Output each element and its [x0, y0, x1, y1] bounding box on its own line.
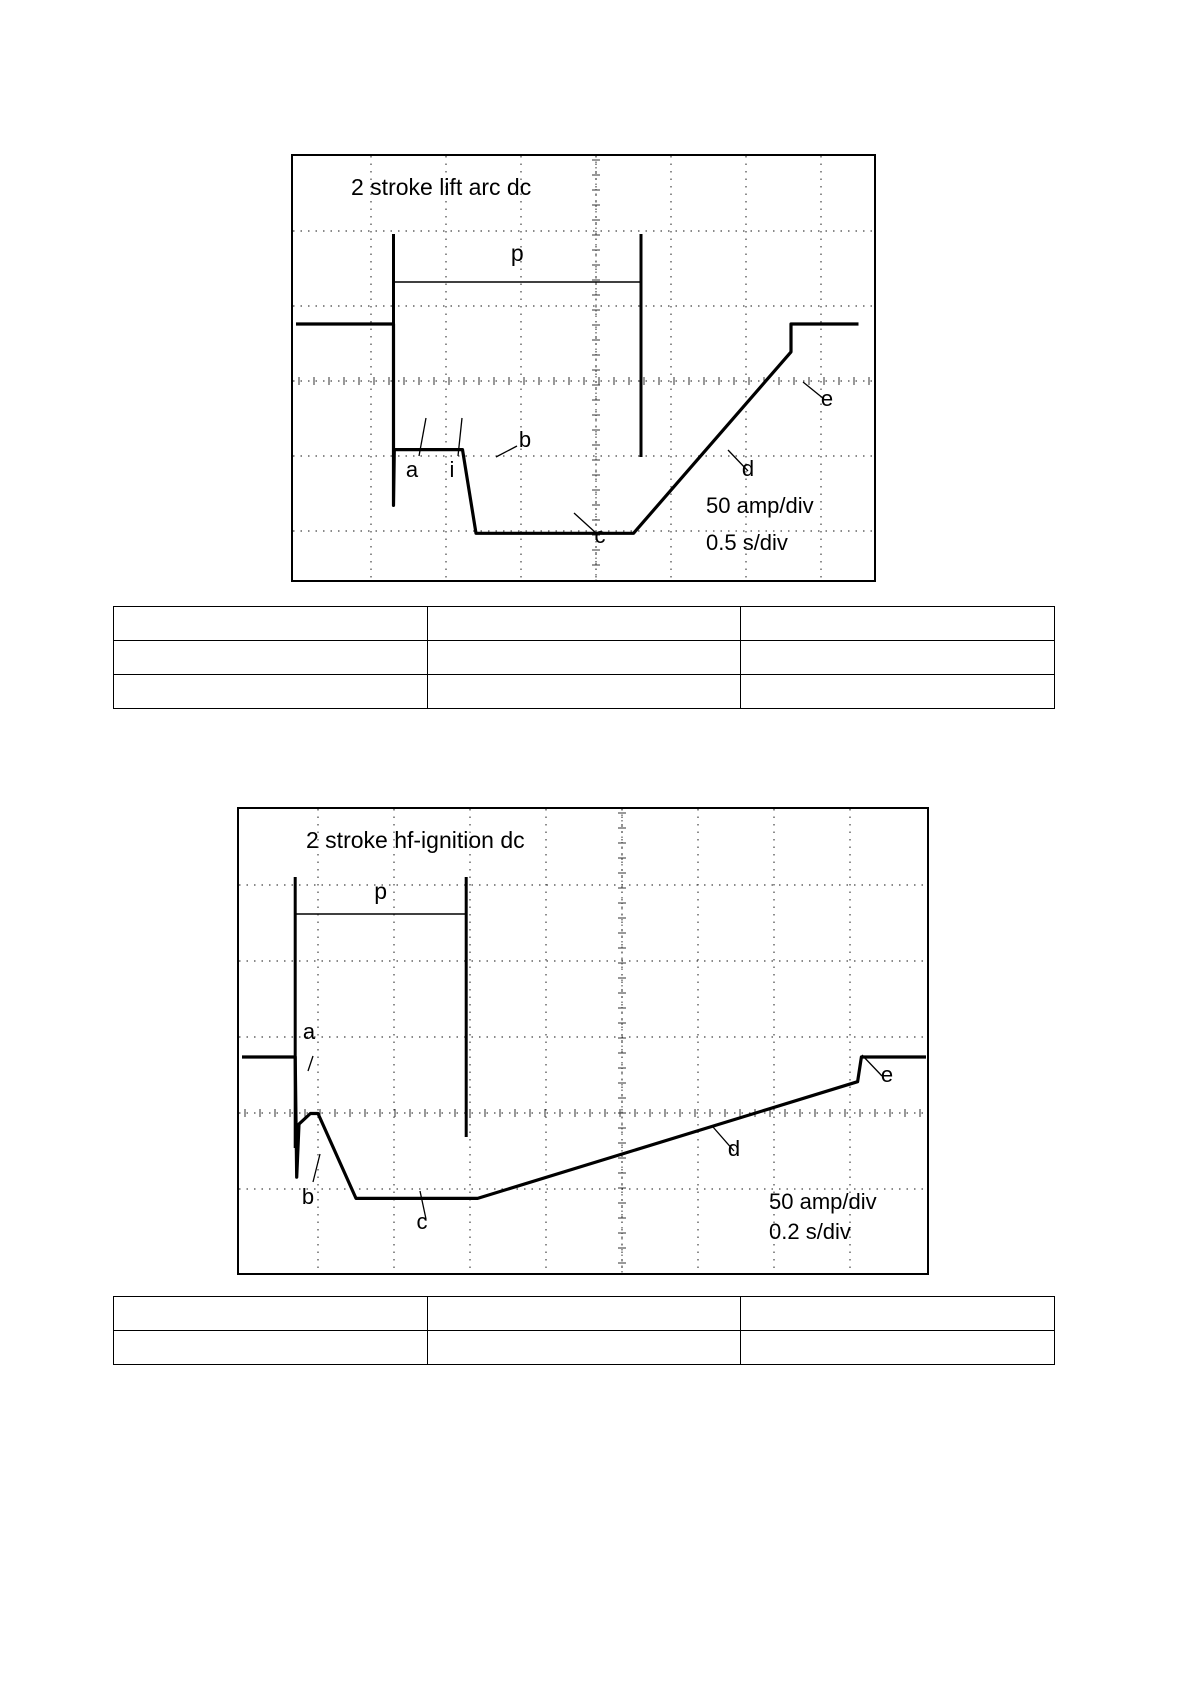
annotation-leader-line	[308, 1056, 313, 1071]
current-trace	[242, 1057, 926, 1198]
oscilloscope-chart-hf-ignition	[237, 807, 929, 1275]
oscilloscope-chart-lift-arc	[291, 154, 876, 582]
annotation-label: e	[820, 386, 834, 411]
chart-marks	[242, 877, 926, 1234]
table-cell	[427, 1297, 741, 1331]
table-cell	[114, 1297, 428, 1331]
period-label: p	[374, 878, 388, 904]
annotation-label: i	[449, 457, 455, 482]
table-row	[114, 675, 1055, 709]
table-cell	[427, 607, 741, 641]
annotation-label: a	[302, 1019, 316, 1044]
table-cell	[741, 675, 1055, 709]
table-cell	[427, 675, 741, 709]
table-row	[114, 1297, 1055, 1331]
table-cell	[427, 1331, 741, 1365]
annotation-leader-line	[574, 513, 596, 533]
table-row	[114, 1331, 1055, 1365]
table-cell	[741, 1331, 1055, 1365]
table-cell	[114, 675, 428, 709]
chart-title: 2 stroke lift arc dc	[351, 174, 532, 200]
table-cell	[741, 1297, 1055, 1331]
period-label: p	[510, 240, 524, 266]
annotation-label: c	[594, 523, 606, 548]
table-cell	[114, 1331, 428, 1365]
table-cell	[427, 641, 741, 675]
annotation-label: d	[741, 456, 755, 481]
annotation-label: a	[405, 457, 419, 482]
chart-scale-time: 0.5 s/div	[706, 530, 788, 555]
annotation-label: e	[880, 1062, 894, 1087]
chart-title: 2 stroke hf-ignition dc	[306, 827, 525, 853]
annotation-label: b	[518, 427, 532, 452]
annotation-label: c	[416, 1209, 428, 1234]
table-cell	[741, 607, 1055, 641]
table-cell	[114, 641, 428, 675]
annotation-label: d	[727, 1136, 741, 1161]
chart-scale-current: 50 amp/div	[769, 1189, 877, 1214]
empty-table	[113, 606, 1055, 709]
empty-table	[113, 1296, 1055, 1365]
table-row	[114, 607, 1055, 641]
chart-scale-time: 0.2 s/div	[769, 1219, 851, 1244]
annotation-label: b	[301, 1184, 315, 1209]
annotation-leader-line	[313, 1154, 320, 1182]
table-row	[114, 641, 1055, 675]
table-cell	[741, 641, 1055, 675]
annotation-leader-line	[496, 446, 517, 457]
table-cell	[114, 607, 428, 641]
chart-scale-current: 50 amp/div	[706, 493, 814, 518]
